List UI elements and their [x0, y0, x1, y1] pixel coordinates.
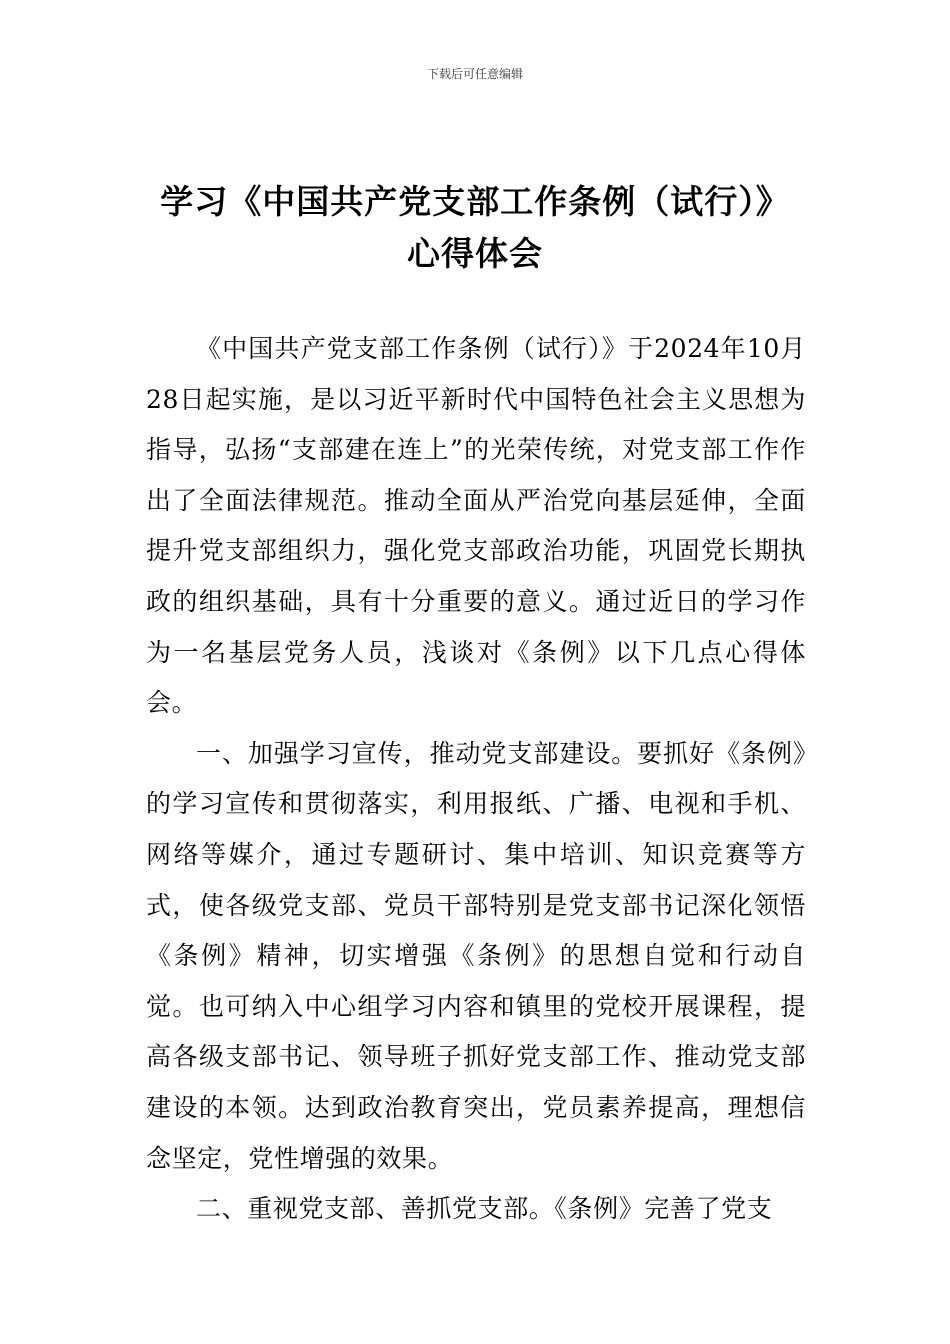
paragraph-point-two: 二、重视党支部、善抓党支部。《条例》完善了党支	[196, 1194, 773, 1224]
paragraph-intro: 《中国共产党支部工作条例（试行）》于2024年10月28日起实施，是以习近平新时代中国特色社会主义思想为指导，弘扬“支部建在连上”的光荣传统，对党支部工作作出了全面法律规范。推动全面从严治党向基层延伸，全面提升党支部组织力，强化党支部政治功能，巩固党长期执政的组织基础，具有十分重要的意义。通过近日的学习作为一名基层党务人员，浅谈对《条例》以下几点心得体会。	[146, 334, 806, 718]
document-title: 学习《中国共产党支部工作条例（试行）》心得体会	[160, 182, 790, 273]
paragraph-point-one: 一、加强学习宣传，推动党支部建设。要抓好《条例》的学习宣传和贯彻落实，利用报纸、广播、电视和手机、网络等媒介，通过专题研讨、集中培训、知识竞赛等方式，使各级党支部、党员干部特别是党支部书记深化领悟《条例》精神，切实增强《条例》的思想自觉和行动自觉。也可纳入中心组学习内容和镇里的党校开展课程，提高各级支部书记、领导班子抓好党支部工作、推动党支部建设的本领。达到政治教育突出，党员素养提高，理想信念坚定，党性增强的效果。	[146, 738, 806, 1173]
page-header-note: 下载后可任意编辑	[426, 67, 523, 81]
document-body	[146, 324, 806, 1235]
